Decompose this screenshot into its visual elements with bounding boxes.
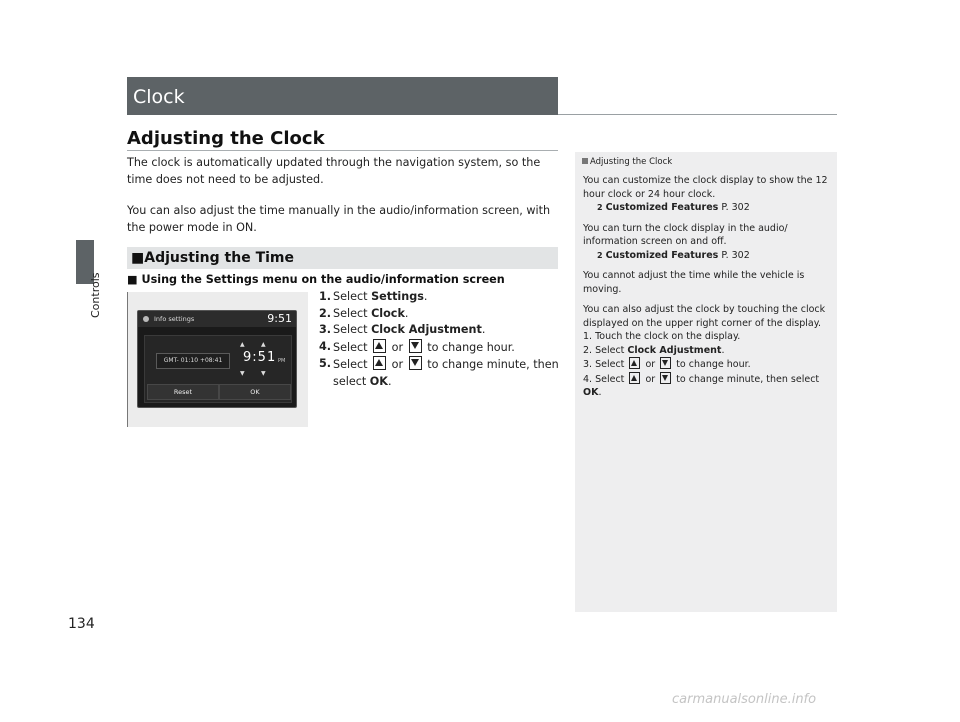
- reference-page: P. 302: [718, 249, 750, 261]
- down-arrow-icon: [660, 372, 671, 384]
- note-text: to change minute, then select: [673, 373, 820, 385]
- minute-up-arrow-icon: ▲: [261, 341, 266, 348]
- settings-screen-illustration: [137, 310, 297, 408]
- step-number: 2.: [319, 306, 332, 320]
- settings-icon: [143, 316, 149, 322]
- gmt-offset-display: GMT- 01:10 +08:41: [156, 353, 230, 369]
- intro-paragraph-2: You can also adjust the time manually in the audio/information screen, with the power mode in ON.: [127, 204, 551, 234]
- header-rule: [558, 114, 837, 115]
- note-text: .: [598, 387, 602, 398]
- down-arrow-icon: [409, 356, 422, 370]
- method-heading: [127, 273, 505, 286]
- down-arrow-icon: [409, 339, 422, 353]
- method-heading-text: Using the Settings menu on the audio/information screen: [141, 273, 505, 286]
- steps-list: [319, 289, 559, 390]
- ok-button: OK: [219, 384, 291, 400]
- chapter-header-bar: [127, 77, 558, 115]
- note-bold: OK: [583, 387, 599, 398]
- note-text: to change hour.: [673, 359, 751, 370]
- up-arrow-icon: [629, 357, 640, 369]
- screen-header-title: Info settings: [154, 315, 195, 323]
- reference-page: P. 302: [718, 202, 750, 213]
- side-note: [575, 152, 837, 612]
- step-text: .: [481, 323, 486, 336]
- note-list-item: 1. Touch the clock on the display.: [583, 331, 741, 342]
- clock-adjust-panel: [144, 335, 292, 403]
- note-paragraph: [583, 222, 833, 263]
- step-bold: Clock: [371, 306, 405, 320]
- step-number: 5.: [319, 357, 332, 370]
- cross-reference[interactable]: [583, 202, 750, 213]
- step-2: [319, 306, 559, 323]
- step-text: to change hour.: [423, 340, 515, 354]
- reference-arrow-icon: 2: [597, 250, 603, 260]
- up-arrow-icon: [629, 372, 640, 384]
- step-text: or: [388, 340, 407, 354]
- note-list-item: [583, 374, 819, 399]
- step-text: Select: [333, 340, 372, 354]
- step-text: Select: [333, 323, 372, 336]
- section-title: Adjusting the Clock: [127, 128, 325, 149]
- note-body: [583, 174, 833, 407]
- step-5: [319, 356, 559, 390]
- reset-button: Reset: [147, 384, 219, 400]
- note-text: You can customize the clock display to show the 12 hour clock or 24 hour clock.: [583, 175, 828, 200]
- ampm-indicator: PM: [278, 358, 286, 364]
- step-number: 1.: [319, 290, 332, 303]
- method-bullet: ■: [127, 273, 138, 286]
- page-title: Clock: [133, 86, 185, 108]
- note-bold: Clock Adjustment: [627, 344, 722, 356]
- reference-title: Customized Features: [605, 249, 719, 261]
- subsection-title-text: Adjusting the Time: [144, 250, 295, 266]
- note-text: 2. Select: [583, 344, 628, 356]
- note-text: or: [642, 373, 659, 385]
- minute-down-arrow-icon: ▼: [261, 370, 266, 377]
- note-paragraph: [583, 303, 833, 400]
- section-rule: [127, 150, 558, 151]
- hour-down-arrow-icon: ▼: [240, 370, 245, 377]
- intro-paragraph-1: The clock is automatically updated through the navigation system, so the time does not need to be adjusted.: [127, 156, 541, 186]
- note-list-item: [583, 345, 724, 356]
- note-marker-icon: [582, 158, 588, 164]
- step-text: or: [388, 358, 407, 371]
- step-3: [319, 322, 559, 339]
- step-bold: Clock Adjustment: [371, 323, 482, 336]
- screen-header: [138, 311, 296, 327]
- step-text: Select: [333, 358, 372, 371]
- time-separator: :: [252, 350, 258, 365]
- time-display: [243, 350, 276, 365]
- hour-up-arrow-icon: ▲: [240, 341, 245, 348]
- reference-arrow-icon: 2: [597, 203, 603, 212]
- step-text: .: [423, 290, 428, 303]
- note-text: You can also adjust the clock by touching the clock displayed on the upper right corner of the display.: [583, 304, 826, 329]
- step-text: .: [387, 374, 392, 388]
- step-text: Select: [333, 306, 372, 320]
- up-arrow-icon: [373, 339, 386, 353]
- step-number: 3.: [319, 323, 332, 336]
- page-number: 134: [68, 616, 95, 632]
- note-text: 4. Select: [583, 373, 628, 385]
- note-text: 3. Select: [583, 359, 628, 370]
- reference-title: Customized Features: [605, 202, 719, 213]
- watermark: carmanualsonline.info: [672, 692, 817, 707]
- step-bold: OK: [369, 374, 388, 388]
- step-4: [319, 339, 559, 357]
- subsection-title: [131, 250, 294, 266]
- note-paragraph: You cannot adjust the time while the vehicle is moving.: [583, 270, 805, 295]
- note-text: You can turn the clock display in the audio/ information screen on and off.: [583, 222, 788, 247]
- down-arrow-icon: [660, 357, 671, 369]
- time-minute: 51: [257, 350, 277, 365]
- up-arrow-icon: [373, 356, 386, 370]
- note-text: .: [721, 344, 725, 356]
- note-list-item: [583, 359, 751, 370]
- note-heading: [582, 157, 672, 167]
- step-number: 4.: [319, 339, 332, 353]
- screen-clock: 9:51: [267, 312, 292, 325]
- step-text: to change minute, then select: [333, 358, 559, 388]
- step-1: [319, 289, 559, 306]
- note-paragraph: [583, 174, 833, 215]
- step-text: .: [404, 306, 409, 320]
- step-bold: Settings: [371, 290, 424, 303]
- subsection-bullet: ■: [131, 250, 145, 266]
- time-hour: 9: [243, 350, 253, 365]
- cross-reference[interactable]: [583, 250, 750, 261]
- chapter-label: Controls: [89, 272, 102, 318]
- note-title: Adjusting the Clock: [590, 157, 673, 167]
- note-text: or: [642, 359, 659, 370]
- step-text: Select: [333, 290, 372, 303]
